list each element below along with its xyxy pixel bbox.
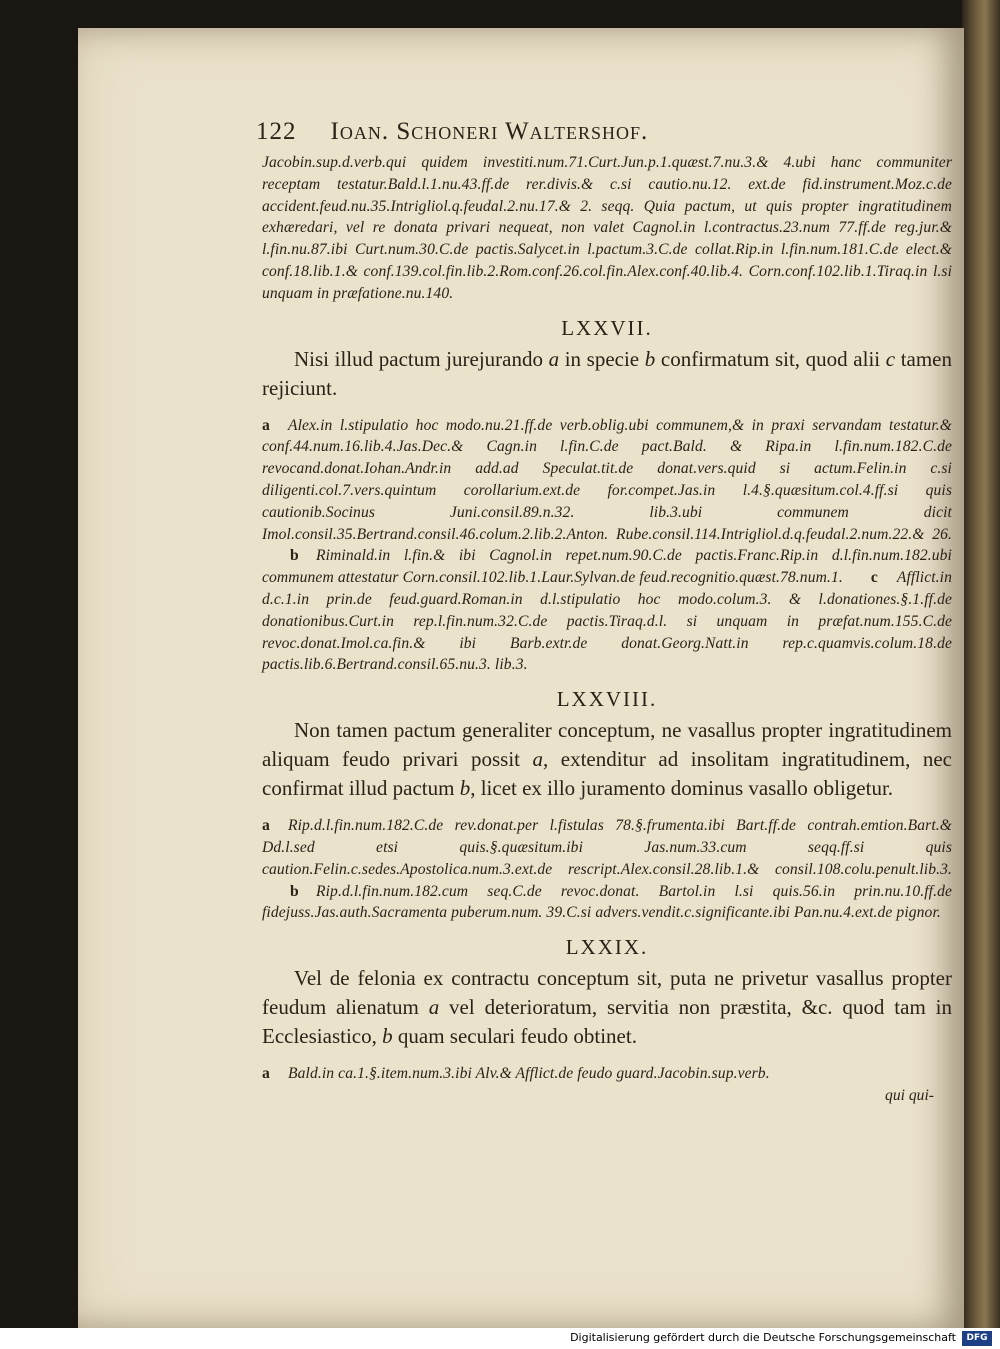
note-marker: a	[428, 995, 440, 1020]
note-ref: a	[262, 1065, 270, 1083]
note-marker: a	[548, 346, 560, 371]
note-marker: c	[885, 346, 896, 371]
section-heading: LXXVII.	[561, 315, 653, 340]
book-edge	[962, 0, 1000, 1328]
note-ref: c	[870, 569, 878, 587]
note-marker: b	[459, 776, 471, 801]
dfg-credit: Digitalisierung gefördert durch die Deutsche Forschungsgemeinschaft	[570, 1331, 956, 1344]
section-notes	[262, 415, 952, 677]
digitization-footer	[0, 1328, 1000, 1349]
page-number: 122	[256, 118, 297, 145]
section-text: Nisi illud pactum jurejurando a in specie b confirmatum sit, quod alii c tamen rejiciunt.	[262, 346, 953, 400]
note-text: Bald.in ca.1.§.item.num.3.ibi Alv.& Afflict.de feudo guard.Jacobin.sup.verb.	[288, 1065, 770, 1083]
sections	[262, 315, 952, 1085]
note-ref: b	[290, 882, 299, 900]
note-text: Afflict.in d.c.1.in prin.de feud.guard.Roman.in d.l.stipulatio hoc modo.colum.3. & l.donationes.§.1.ff.de donationibus.Curt.in rep.l.fin.num.32.C.de pactis.Tiraq.d.l. si unquam in præfat.num.155.C.de revoc.donat.Imol.ca.fin.& ibi Barb.extr.de donat.Georg.Natt.in rep.c.quamvis.colum.18.de pactis.lib.6.Bertrand.consil.65.nu.3. lib.3.	[262, 569, 952, 674]
note-marker: a	[532, 747, 544, 772]
catchword: qui qui-	[885, 1086, 934, 1104]
running-head	[256, 118, 946, 146]
note-text: Rip.d.l.fin.num.182.C.de rev.donat.per l.fistulas 78.§.frumenta.ibi Bart.ff.de contrah.emtion.Bart.& Dd.l.sed etsi quis.§.quæsitum.ibi Jas.num.33.cum seqq.ff.si quis caution.Felin.c.sedes.Apostolica.num.3.ext.de rescript.Alex.consil.28.lib.1.& consil.108.colu.penult.lib.3.	[262, 817, 952, 878]
section-text: Vel de felonia ex contractu conceptum sit, puta ne privetur vasallus propter feudum alienatum a vel deterioratum, servitia non præstita, &c. quod tam in Ecclesiastico, b quam seculari feudo obtinet.	[262, 966, 952, 1049]
note-marker: b	[644, 346, 656, 371]
note-text: Rip.d.l.fin.num.182.cum seq.C.de revoc.donat. Bartol.in l.si quis.56.in prin.nu.10.ff.de fidejuss.Jas.auth.Sacramenta puberum.num. 39.C.si advers.vendit.c.significante.ibi Pan.nu.4.ext.de pignor.	[262, 882, 952, 922]
notes-continued: Jacobin.sup.d.verb.qui quidem investiti.num.71.Curt.Jun.p.1.quæst.7.nu.3.& 4.ubi hanc communiter receptam testatur.Bald.l.1.nu.43.ff.de rer.divis.& c.si cautio.nu.12. ext.de fid.instrument.Moz.c.de accident.feud.nu.35.Intrigliol.q.feudal.2.nu.17.& 2. seqq. Quia pactum, ut quis propter ingratitudinem exhæredari, vel re donata privari nequeat, non valet Cagnol.in l.contractus.23.num 77.ff.de reg.jur.& l.fin.nu.87.ibi Curt.num.30.C.de pactis.Salycet.in l.pactum.3.C.de collat.Rip.in l.fin.num.181.C.de elect.& conf.18.lib.1.& conf.139.col.fin.lib.2.Rom.conf.26.col.fin.Alex.conf.40.lib.4. Corn.conf.102.lib.1.Tiraq.in l.si unquam in præfatione.nu.140.	[262, 154, 952, 302]
page-text	[262, 152, 952, 1105]
section-heading: LXXVIII.	[556, 687, 658, 712]
note-text: Alex.in l.stipulatio hoc modo.nu.21.ff.de verb.oblig.ubi communem,& in praxi servandam testatur.& conf.44.num.16.lib.4.Jas.Dec.& Cagn.in l.fin.C.de pact.Bald. & Ripa.in l.fin.num.182.C.de revocand.donat.Iohan.Andr.in add.ad Speculat.tit.de donat.vers.quid si actum.Felin.in c.si diligenti.col.7.vers.quintum corollarium.ext.de for.compet.Jas.in l.4.§.quæsitum.col.4.ff.si quis cautionib.Socinus Juni.consil.89.n.32. lib.3.ubi communem dicit Imol.consil.35.Bertrand.consil.46.colum.2.lib.2.Anton. Rube.consil.114.Intrigliol.d.q.feudal.2.num.22.& 26.	[262, 416, 952, 543]
section-heading: LXXIX.	[565, 935, 649, 960]
section-notes	[262, 1063, 952, 1085]
running-title: Ioan. Schoneri Waltershof.	[330, 118, 649, 145]
note-ref: a	[262, 817, 270, 835]
section-text: Non tamen pactum generaliter conceptum, ne vasallus propter ingratitudinem aliquam feudo privari possit a, extenditur ad insolitam ingratitudinem, nec confirmat illud pactum b, licet ex illo juramento dominus vasallo obligetur.	[262, 718, 952, 801]
note-ref: b	[290, 547, 299, 565]
note-ref: a	[262, 416, 270, 434]
dfg-logo: DFG	[962, 1331, 992, 1346]
note-marker: b	[382, 1024, 393, 1049]
note-text: Riminald.in l.fin.& ibi Cagnol.in repet.num.90.C.de pactis.Franc.Rip.in d.l.fin.num.182.ubi communem attestatur Corn.consil.102.lib.1.Laur.Sylvan.de feud.recognitio.quæst.78.num.1.	[262, 547, 952, 587]
section-notes	[262, 815, 952, 924]
